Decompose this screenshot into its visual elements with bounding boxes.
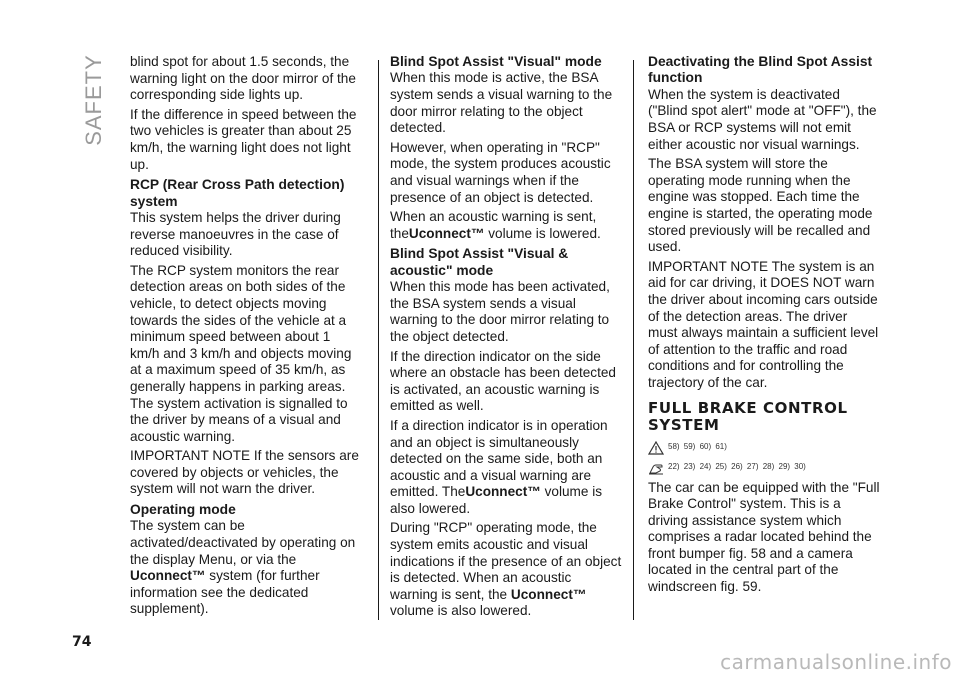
caution-hand-icon — [648, 461, 664, 475]
text-run: volume is lowered. — [484, 225, 601, 241]
brand-name: Uconnect™ — [408, 225, 485, 241]
paragraph: The car can be equipped with the "Full Brake Control" system. This is a driving assistance system which comprises a radar located behind the front bumper fig. 58 and a camera located in the central part of the windscreen fig. 59. — [648, 479, 880, 595]
caution-references — [648, 460, 880, 476]
column-3 — [648, 54, 880, 599]
section-tab-label: SAFETY — [81, 54, 106, 146]
text-run: volume is also lowered. — [390, 484, 603, 516]
brand-name: Uconnect™ — [465, 484, 541, 500]
paragraph: When the system is deactivated ("Blind spot alert" mode at "OFF"), the BSA or RCP systems will not emit either acoustic nor visual warnings. — [648, 86, 877, 152]
paragraph — [130, 518, 360, 618]
paragraph: When this mode is active, the BSA system sends a visual warning to the door mirror relating to the object detected. — [390, 70, 613, 136]
section-tab — [80, 54, 108, 146]
warning-references — [648, 440, 880, 456]
text-run: volume is also lowered. — [390, 603, 532, 619]
paragraph: If the difference in speed between the two vehicles is greater than about 25 km/h, the warning light does not light up. — [130, 106, 357, 172]
paragraph: When this mode has been activated, the BSA system sends a visual warning to the door mirror relating to the object detected. — [390, 279, 610, 344]
brand-name: Uconnect™ — [510, 586, 587, 602]
paragraph: However, when operating in "RCP" mode, the system produces acoustic and visual warnings when if the presence of an object is detected. — [390, 139, 611, 205]
heading-visual-acoustic-mode: Blind Spot Assist "Visual & acoustic" mode — [390, 246, 569, 278]
text-run: When an acoustic warning is sent, the — [390, 209, 597, 241]
paragraph: IMPORTANT NOTE The system is an aid for car driving, it DOES NOT warn the driver about incoming cars outside of the detection areas. The driver must always maintain a sufficient level of attention to the traffic and road conditions and for controlling the trajectory of the car. — [648, 258, 879, 390]
paragraph — [390, 209, 622, 242]
heading-visual-mode: Blind Spot Assist "Visual" mode — [390, 54, 602, 69]
paragraph: This system helps the driver during reverse manoeuvres in the case of reduced visibility. — [130, 209, 341, 259]
paragraph: If the direction indicator on the side where an obstacle has been detected is activated, an acoustic warning is emitted as well. — [390, 348, 616, 414]
heading-full-brake-control: FULL BRAKE CONTROL SYSTEM — [648, 398, 848, 434]
reference-numbers: 22) 23) 24) 25) 26) 27) 28) 29) 30) — [668, 462, 806, 472]
paragraph: The RCP system monitors the rear detection areas on both sides of the vehicle, to detect objects moving towards the sides of the vehicle at a minimum speed between about 1 km/h and 3 km/h and objects moving at a maximum speed of 35 km/h, as generally happens in parking areas. The system activation is signalled to the driver by means of a visual and acoustic warning. — [130, 262, 352, 444]
text-run: If a direction indicator is in operation and an object is simultaneously detected on the same side, both an acoustic and a visual warning are emitted. The — [390, 417, 608, 500]
column-divider — [378, 60, 379, 620]
paragraph: The BSA system will store the operating mode running when the engine was stopped. Each time the engine is started, the operating mode stored previously will be recalled and used. — [648, 156, 873, 255]
paragraph — [390, 418, 622, 518]
brand-name: Uconnect™ — [130, 568, 206, 584]
warning-triangle-icon — [648, 441, 664, 455]
column-1 — [130, 54, 360, 621]
text-run: During "RCP" operating mode, the system emits acoustic and visual indications if the presence of an object is detected. When an acoustic warning is sent, the — [390, 520, 622, 602]
reference-numbers: 58) 59) 60) 61) — [668, 442, 727, 452]
heading-operating-mode: Operating mode — [130, 502, 236, 518]
paragraph: blind spot for about 1.5 seconds, the warning light on the door mirror of the corresponding side lights up. — [130, 54, 356, 103]
text-run: The system can be activated/deactivated by operating on the display Menu, or via the — [130, 518, 356, 567]
paragraph: IMPORTANT NOTE If the sensors are covered by objects or vehicles, the system will not warn the driver. — [130, 448, 359, 497]
heading-rcp-system: RCP (Rear Cross Path detection) system — [130, 177, 345, 209]
paragraph — [390, 520, 622, 620]
column-2 — [390, 54, 622, 623]
page-number: 74 — [72, 634, 92, 650]
column-divider — [633, 60, 634, 620]
watermark: carmanualsonline.info — [720, 650, 952, 674]
heading-deactivating: Deactivating the Blind Spot Assist function — [648, 54, 873, 86]
text-run: system (for further information see the dedicated supplement). — [130, 568, 320, 617]
